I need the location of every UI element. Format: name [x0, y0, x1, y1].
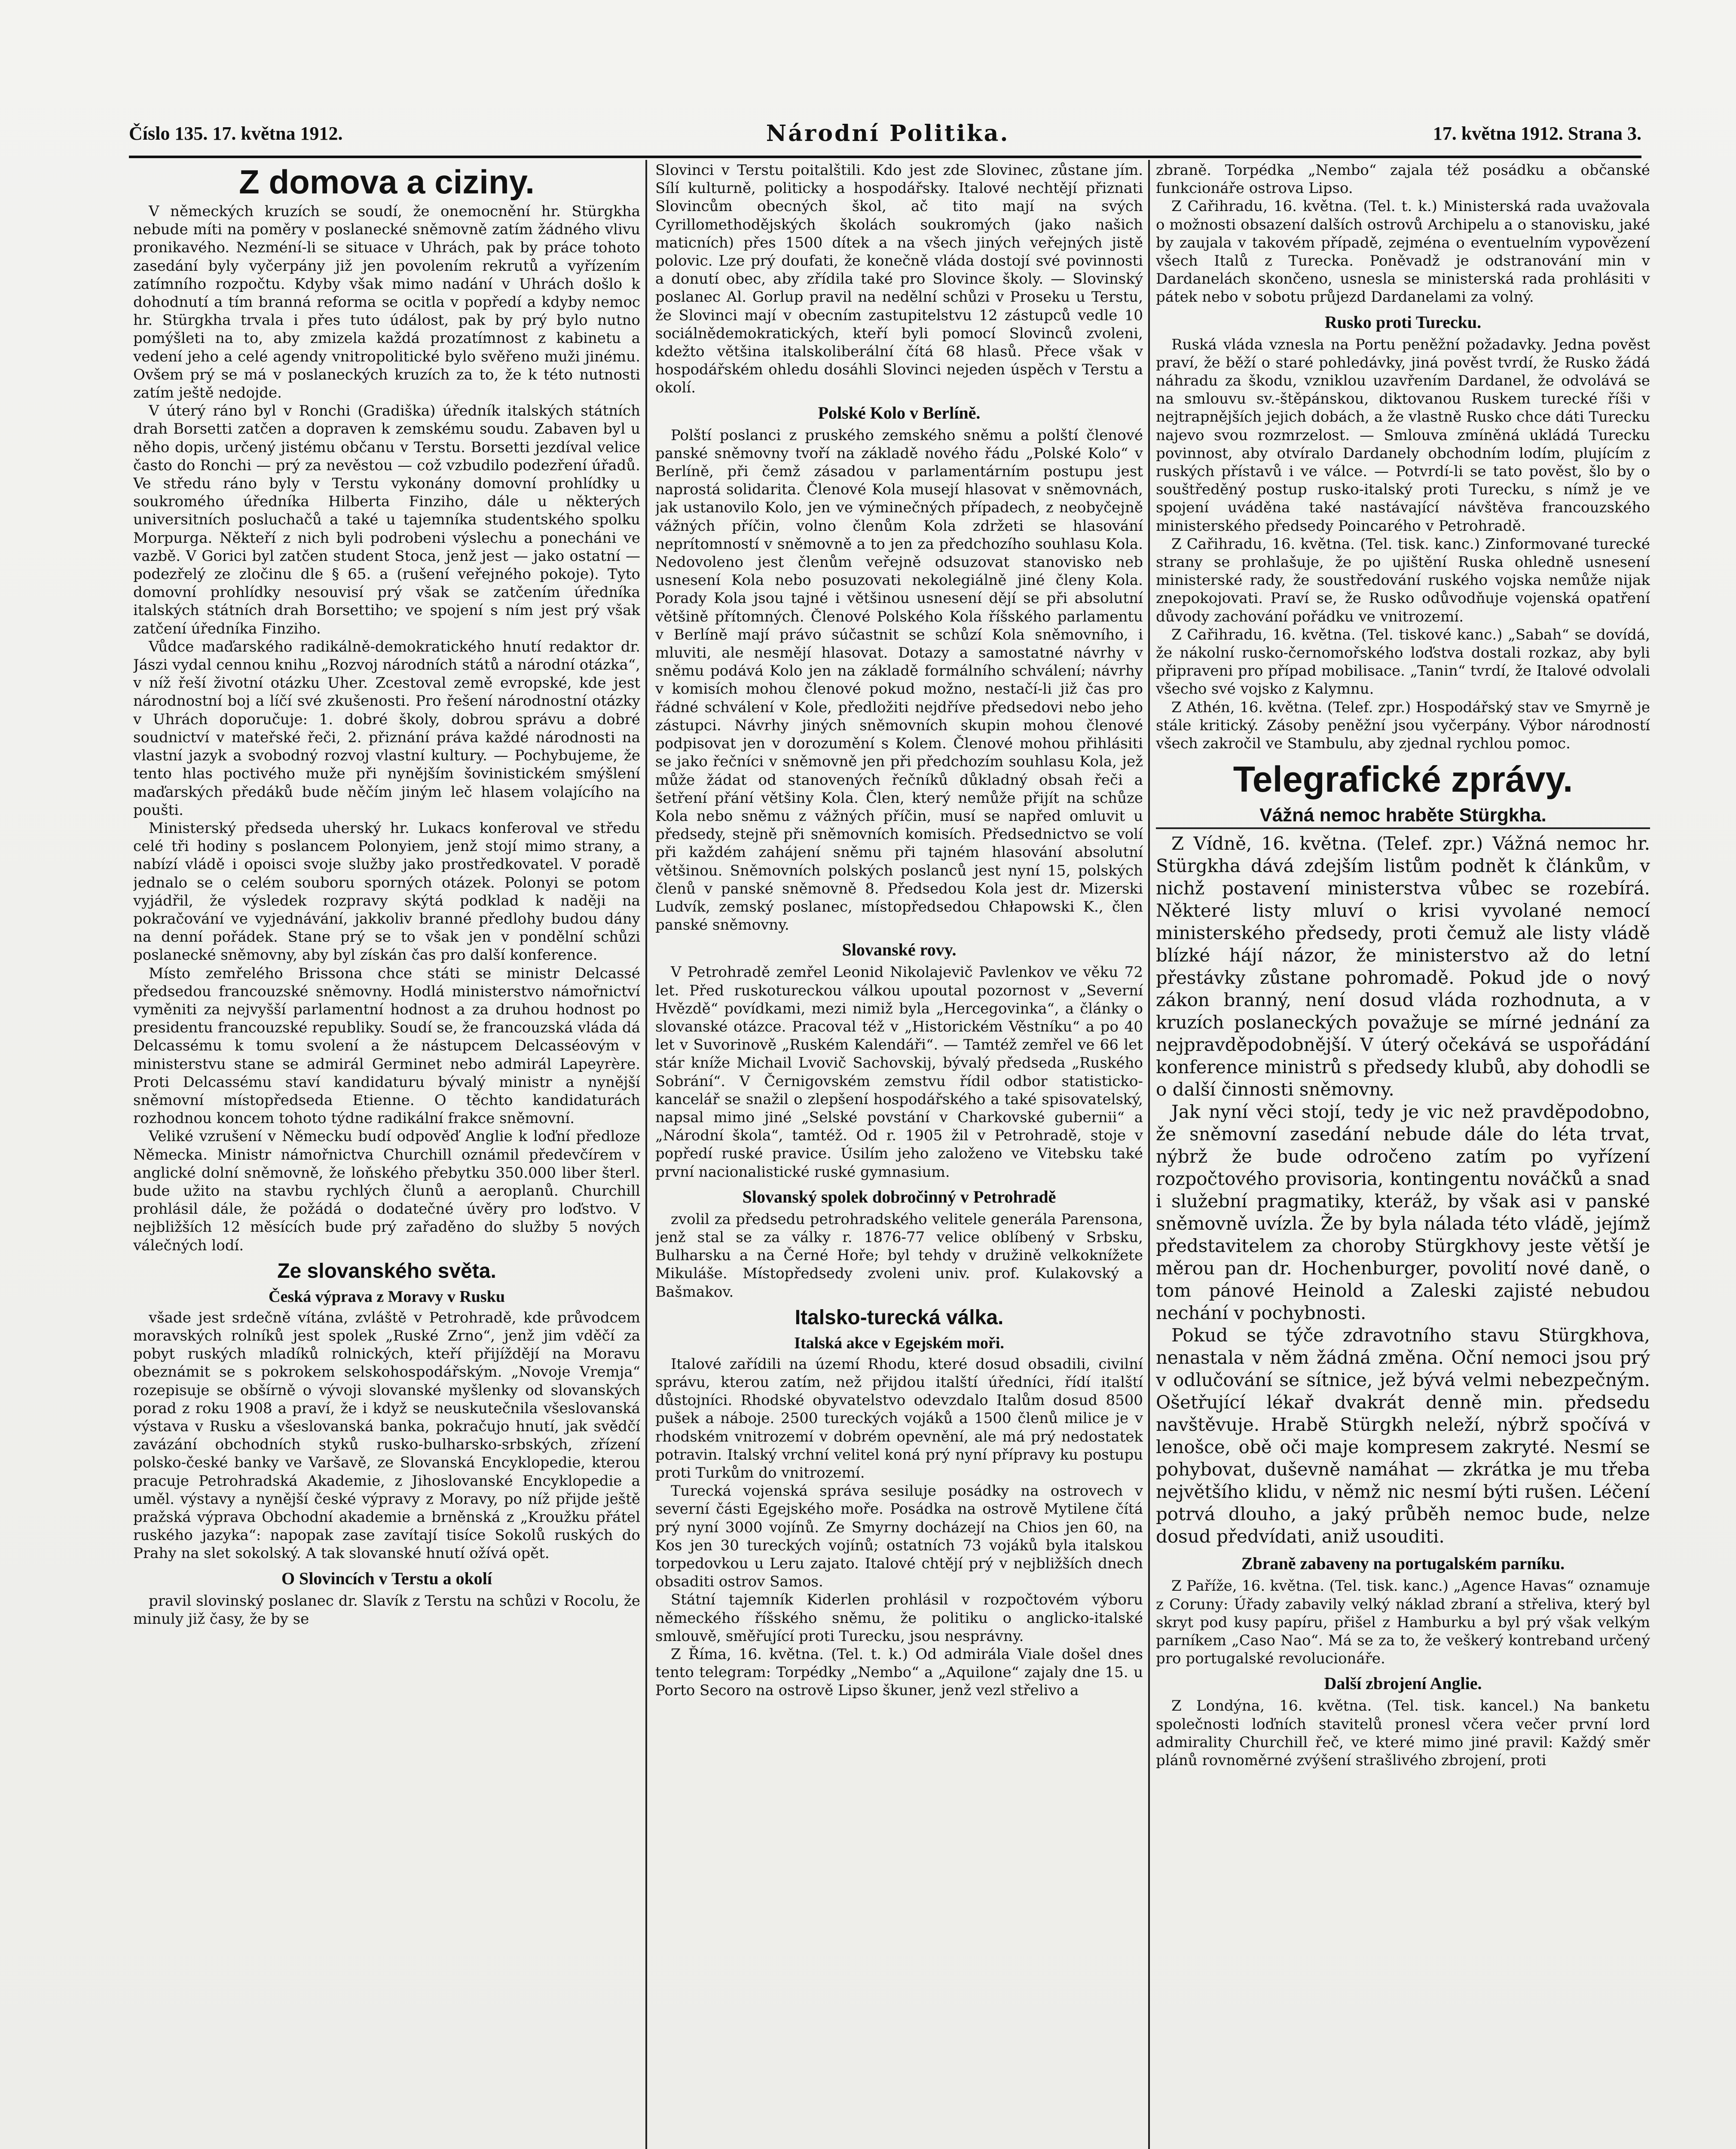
- article-paragraph: Místo zemřelého Brissona chce státi se ministr Delcassé předsedou francouzské sněmovny. Hodlá ministerstvo námořnictví vyměniti za nejvyšší parlamentní hodnost a za druhou hodnost po presidentu francouzské republiky. Soudí se, že francouzská vláda dá Delcassému k tomu svolení a že nástupcem Delcasséovým v ministerstvu stane se admirál Germinet nebo admirál Lapeyrère. Proti Delcassému staví kandidaturu bývalý ministr a nynější sněmovní místopředseda Etienne. O těchto kandidaturách rozhodnou koncem tohoto týdne radikální frakce sněmovní.: [133, 964, 640, 1127]
- article-heading: Rusko proti Turecku.: [1324, 312, 1482, 332]
- section-title: Z domova a ciziny.: [239, 163, 535, 201]
- article-paragraph: V úterý ráno byl v Ronchi (Gradiška) úředník italských státních drah Borsetti zatčen a dopraven k zemskému soudu. Zabaven byl u něho dopis, určený jistému občanu v Terstu. Borsetti jezdíval velice často do Ronchi — prý za nevěstou — což vzbudilo podezření úřadů. Ve středu ráno byly v Terstu vykonány domovní prohlídky u soukromého úředníka Hilberta Finziho, dále u některých universitních posluchačů a také u tajemníka studentského spolku Morpurga. Někteří z nich byli podrobeni výslechu a ponecháni ve vazbě. V Gorici byl zatčen student Stoca, jenž jest — jako ostatní — podezřelý ze zločinu dle § 65. a (rušení veřejného pokoje). Tyto domovní prohlídky nesouvisí prý však se zatčením úředníka italských státních drah Borsettiho; ve spojení s ním jest prý však zatčení úředníka Finziho.: [133, 402, 640, 637]
- article-heading: Italská akce v Egejském moři.: [794, 1334, 1004, 1352]
- article-paragraph: Státní tajemník Kiderlen prohlásil v rozpočtovém výboru německého říšského sněmu, že politiku o anglicko-italské smlouvě, směřující proti Turecku, jsou nesprávny.: [655, 1591, 1143, 1645]
- article-heading: Česká výprava z Moravy v Rusku: [269, 1287, 505, 1306]
- article-paragraph: zbraně. Torpédka „Nembo“ zajala též posádku a občanské funkcionáře ostrova Lipso.: [1156, 162, 1650, 197]
- article-paragraph: V Petrohradě zemřel Leonid Nikolajevič Pavlenkov ve věku 72 let. Před ruskotureckou válkou upoutal pozornost v „Severní Hvězdě“ povídkami, mezi nimiž byla „Hercegovinka“, a články o slovanské otázce. Pracoval též v „Historickém Věstníku“ a po 40 let v Suvorinově „Ruském Kalendáři“. — Tamtéž zemřel ve 66 let stár kníže Michail Lvovič Sachovskij, bývalý předseda „Ruského Sobrání“. V Černigovském zemstvu řídil odbor statisticko-kancelář se snažil o zlepšení hospodářského a také spisovatelský, napsal mimo jiné „Selské povstání v Charkovské gubernii“ a „Národní škola“, tamtéž. Od r. 1905 žil v Petrohradě, stoje v popředí ruské pravice. Úsilím jeho založeno ve Vitebsku také první nacionalistické ruské gymnasium.: [655, 964, 1143, 1181]
- section-title: Telegrafické zprávy.: [1233, 759, 1573, 800]
- column-3: [1156, 161, 1650, 2149]
- newspaper-title: Národní Politika.: [766, 120, 1010, 147]
- article-heading: Polské Kolo v Berlíně.: [818, 403, 981, 422]
- article-paragraph: Z Cařihradu, 16. května. (Tel. tisk. kanc.) Zinformované turecké strany se prohlašuje, že po ujištění Ruska ohledně usnesení ministerské rady, že soustředování ruského vojska nemůže nijak znepokojovati. Praví se, že Rusko odůvodňuje vojenská opatření důvody zachování pořádku ve vnitrozemí.: [1156, 535, 1650, 625]
- article-paragraph: Z Londýna, 16. května. (Tel. tisk. kancel.) Na banketu společnosti loďních stavitelů pronesl včera večer první lord admirality Churchill řeč, ve které mimo jiné pravil: Každý směr plánů rovnoměrné zvýšení strašlivého zbrojení, proti: [1156, 1697, 1650, 1769]
- article-paragraph: zvolil za předsedu petrohradského velitele generála Parensona, jenž stal se za války r. 1876-77 velice oblíbený v Srbsku, Bulharsku a na Černé Hoře; byl tehdy v družině velkoknížete Mikuláše. Místopředsedy zvoleni univ. prof. Kulakovský a Bašmakov.: [655, 1210, 1143, 1301]
- article-paragraph: V německých kruzích se soudí, že onemocnění hr. Stürgkha nebude míti na poměry v poslanecké sněmovně zatím žádného vlivu pronikavého. Nezméní-li se situace v Uhrách, pak by práce tohoto zasedání byly vyčerpány již jen povolením rekrutů a vyřízením zatímního rozpočtu. Kdyby však mimo nadání v Uhrách došlo k dohodnutí a tím branná reforma se ocitla v popředí a kdyby nemoc hr. Stürgkha trvala i přes tuto údálost, pak by prý bylo nutno pomýšleti na to, aby zmizela každá prozatímnost z kabinetu a vedení jeho a celé agendy vnitropolitické bylo svěřeno muži jinému. Ovšem prý se má v poslaneckých kruzích za to, že k této nutnosti zatím ještě nedojde.: [133, 203, 640, 402]
- article-paragraph: Turecká vojenská správa sesiluje posádky na ostrovech v severní části Egejského moře. Posádka na ostrově Mytilene čítá prý nyní 3000 vojínů. Ze Smyrny docházejí na Chios jen 60, na Kos jen 30 tureckých vojínů; ostatních 73 vojáků byla italskou torpedovkou u Leru zajato. Italové chtějí prý v nejbližších dnech obsaditi ostrov Samos.: [655, 1482, 1143, 1591]
- article-heading: O Slovincích v Terstu a okolí: [281, 1568, 492, 1588]
- article-paragraph: Z Cařihradu, 16. května. (Tel. t. k.) Ministerská rada uvažovala o možnosti obsazení dalších ostrovů Archipelu a o stanovisku, jaké by zaujala v takovém případě, zejména o eventuelním vypovězení všech Italů z Turecka. Poněvadž je odstranování min v Dardanelách skončeno, usnesla se ministerská rada prohlásiti v pátek nebo v sobotu průjezd Dardanelami za volný.: [1156, 198, 1650, 306]
- article-paragraph: Slovinci v Terstu poitalštili. Kdo jest zde Slovinec, zůstane jím. Sílí kulturně, politicky a hospodářsky. Italové nechtějí přiznati Slovincům obecných škol, ač tito mají na svých Cyrillomethodějských školách soukromých (jako našich maticních) přes 1500 dítek a na všech jiných veřejných jistě polovic. Lze prý doufati, že konečně vláda dostojí své povinnosti a donutí obec, aby zřídila také pro Slovince školy. — Slovinský poslanec Al. Gorlup pravil na nedělní schůzi v Proseku u Terstu, že Slovinci mají v obecním zastupitelstvu 12 zástupců vedle 10 sociálnědemokratických, kteří byli pomocí Slovinců zvoleni, kdežto většina italskoliberální čítá 68 hlasů. Přece však v hospodářském ohledu dosáhli Slovinci nejeden úspěch v Terstu a okolí.: [655, 162, 1143, 397]
- article-paragraph: Pokud se týče zdravotního stavu Stürgkhova, nenastala v něm žádná změna. Oční nemoci jsou prý v odlučování se sítnice, jež bývá velmi nebezpečným. Ošetřující lékař dvakrát denně min. předsedu navštěvuje. Hrabě Stürgkh neleží, nýbrž spočívá v lenošce, obě oči maje kompresem zakryté. Nesmí se pohybovat, duševně namáhat — zkrátka je mu třeba největšího klidu, v němž nic nesmí býti rušen. Léčení potrvá dlouho, a jaký průběh nemoc bude, nelze dosud předvídati, aniž usouditi.: [1156, 1325, 1650, 1547]
- article-heading: Slovanské rovy.: [842, 940, 957, 960]
- column-2: [655, 161, 1143, 2149]
- article-paragraph: Z Athén, 16. května. (Telef. zpr.) Hospodářský stav ve Smyrně je stále kritický. Zásoby peněžní jsou vyčerpány. Výbor národností všech zakročil ve Stambulu, aby zjednal rychlou pomoc.: [1156, 698, 1650, 753]
- article-paragraph: Vůdce maďarského radikálně-demokratického hnutí redaktor dr. Jászi vydal cennou knihu „Rozvoj národních států a národní otázka“, v níž řeší životní otázku Uher. Zcestoval země evropské, kde jest národnostní boj a líčí své zkušenosti. Pro řešení národnostní otázky v Uhrách doporučuje: 1. dobré školy, dobrou správu a dobré soudnictví v mateřské řeči, 2. přiznání práva každé národnosti na vlastní jazyk a svobodný rozvoj vlastní kultury. — Pochybujeme, že tento hlas poctivého muže při nynějším šovinistickém smýšlení maďarských předáků bude něčím jiným leč hlasem volajícího na poušti.: [133, 638, 640, 819]
- article-paragraph: pravil slovinský poslanec dr. Slavík z Terstu na schůzi v Rocolu, že minuly již časy, že by se: [133, 1592, 640, 1628]
- article-heading: Další zbrojení Anglie.: [1324, 1674, 1482, 1693]
- article-paragraph: Z Cařihradu, 16. května. (Tel. tiskové kanc.) „Sabah“ se dovídá, že nákolní rusko-černomořského loďstva dostali rozkaz, aby byli připraveni pro případ mobilisace. „Tanin“ tvrdí, že Italové odvolali všecho své vojsko z Kalymnu.: [1156, 626, 1650, 698]
- article-paragraph: Italové zařídili na území Rhodu, které dosud obsadili, civilní správu, kterou zatím, než přijdou italští úředníci, řídí italští důstojníci. Rhodské obyvatelstvo odevzdalo Italům dosud 8500 pušek a náboje. 2500 tureckých vojáků a 1500 členů milice je v rhodském vnitrozemí v dobrém opevnění, ale má prý nedostatek potravin. Italský vrchní velitel koná prý nyní přípravy ku postupu proti Turkům do vnitrozemí.: [655, 1355, 1143, 1482]
- masthead: [129, 107, 1641, 159]
- article-paragraph: všade jest srdečně vítána, zvláště v Petrohradě, kde průvodcem moravských rolníků jest spolek „Ruské Zrno“, jenž jim vděčí za pobyt ruských mladíků rolnických, kteří přijíždějí na Moravu obeznámit se s pokrokem selskohospodářským. „Novoje Vremja“ rozepisuje se obšírně o vývoji slovanské myšlenky od slovanských porad z roku 1908 a praví, že i když se neuskutečnila všeslovanská výstava v Rusku a všeslovanská banka, pokračujo hnutí, jak svědčí zavázání obchodních styků rusko-bulharsko-srbských, zřízení polsko-české banky ve Varšavě, ze Slovanská Encyklopedie, kterou pracuje Petrohradská Akademie, z Jihoslovanské Encyklopedie a uměl. výstavy a nynější české výpravy z Moravy, po níž přijde ještě pražská výprava Obchodní akademie a brněnská z „Kroužku přátel ruského jazyka“: napopak zase zavítají tisíce Sokolů ruských do Prahy na slet sokolský. A tak slovanské hnutí ožívá opět.: [133, 1309, 640, 1562]
- article-paragraph: Z Paříže, 16. května. (Tel. tisk. kanc.) „Agence Havas“ oznamuje z Coruny: Úřady zabavily velký náklad zbraní a střeliva, který byl skryt pod kusy papíru, přišel z Hamburku a byl prý však velkým parníkem „Caso Nao“. Má se za to, že veškerý kontreband určený pro portugalské revolucionáře.: [1156, 1577, 1650, 1668]
- header-rule: [129, 156, 1641, 158]
- column-divider: [1148, 160, 1150, 2149]
- article-paragraph: Ruská vláda vznesla na Portu peněžní požadavky. Jedna pověst praví, že běží o staré pohledávky, jiná pověst tvrdí, že Rusko žádá náhradu za škodu, vzniklou uzavřením Dardanel, že odvolává se na smlouvu sv.-štěpánskou, diktovanou Ruskem turecké říši v nejtrapnějších jejich dobách, a že vlastně Rusko chce dáti Turecku najevo svou rozmrzelost. — Smlouva zmíněná ukládá Turecku povinnost, aby otvíralo Dardanely obchodním lodím, plujícím z ruských přístavů i ve válce. — Potvrdí-li se tato pověst, šlo by o souštředěný postup rusko-italský proti Turecku, s nímž je ve spojení uváděna také nastávající návštěva francouzského ministerského předsedy Poincarého v Petrohradě.: [1156, 336, 1650, 535]
- article-heading: Vážná nemoc hraběte Stürgkha.: [1156, 803, 1650, 829]
- article-paragraph: Z Říma, 16. května. (Tel. t. k.) Od admirála Viale došel dnes tento telegram: Torpédky „Nembo“ a „Aquilone“ zajaly dne 15. u Porto Secoro na ostrově Lipso škuner, jenž vezl střelivo a: [655, 1646, 1143, 1699]
- article-paragraph: Ministerský předseda uherský hr. Lukacs konferoval ve středu celé tři hodiny s poslancem Polonyiem, jenž stojí mimo strany, a nabízí vládě i opoisci svoje služby jako prostředkovatel. V poradě jednalo se o celém souboru sporných otázek. Polonyi se potom vyjádřil, že výsledek rozpravy skýtá podklad k naději na pokračování ve vyjednávání, jakkoliv branné předlohy budou dány na denní pořádek. Stane prý se to však jen v pondělní schůzi poslanecké sněmovny, aby byl získán čas pro další konference.: [133, 819, 640, 964]
- section-title: Ze slovanského světa.: [277, 1259, 496, 1283]
- column-1: [133, 161, 640, 2149]
- article-heading: Slovanský spolek dobročinný v Petrohradě: [742, 1187, 1056, 1206]
- article-paragraph: Z Vídně, 16. května. (Telef. zpr.) Vážná nemoc hr. Stürgkha dává zdejším listům podnět k článkům, v nichž postavení ministerstva vůbec se rozebírá. Některé listy mluví o krisi vyvolané nemocí ministerského předsedy, proti čemuž ale listy vládě blízké hájí názor, že ministerstvo až do letní přestávky zůstane pohromadě. Pokud jde o nový zákon branný, není dosud vláda rozhodnuta, a v kruzích poslaneckých považuje se mírné jednání za nejpravděpodobnější. V úterý očekává se uspořádání konference ministrů s předsedy klubů, aby dohodli se o další činnosti sněmovny.: [1156, 833, 1650, 1100]
- article-heading: Zbraně zabaveny na portugalském parníku.: [1241, 1554, 1565, 1573]
- article-paragraph: Jak nyní věci stojí, tedy je vic než pravděpodobno, že sněmovní zasedání nebude dále do léta trvat, nýbrž že bude odročeno zatím po vyřízení rozpočtového provisoria, kontingentu nováčků a snad i služební pragmatiky, kteráž, by však asi v panské sněmovně uvízla. Že by byla nálada této vládě, jejímž představitelem za choroby Stürgkhovy jeste větší je měrou pan dr. Hochenburger, povolití nové daně, o tom pánové Heinold a Zaleski zajisté nebudou nechání v pochybnosti.: [1156, 1101, 1650, 1324]
- article-paragraph: Veliké vzrušení v Německu budí odpověď Anglie k loďní předloze Německa. Ministr námořnictva Churchill oznámil předevčírem v anglické dolní sněmovně, že loňského přebytku 350.000 liber šterl. bude užito na stavbu rychlých člunů a aeroplanů. Churchill prohlásil dále, že požádá o dodatečné úvěry pro loďstvo. V nejbližších 12 měsících bude prý zařaděno do služby 5 nových válečných lodí.: [133, 1128, 640, 1254]
- column-divider: [645, 160, 647, 2149]
- article-paragraph: Polští poslanci z pruského zemského sněmu a polští členové panské sněmovny tvoří na základě nového řádu „Polské Kolo“ v Berlíně, při čemž zásadou v parlamentárním postupu jest naprostá solidarita. Členové Kola musejí hlasovat v sněmovnách, jak ustanovilo Kolo, jen ve výminečných případech, z neobyčejně vážných příčin, volno členům Kola zdržeti se hlasování neprítomností v sněmovně a to jen za předchozího souhlasu Kola. Nedovoleno jest členům veřejně odsuzovat stanovisko neb usnesení Kola nebo posuzovati nekolegiálně jiné členy Kola. Porady Kola jsou tajné i většinou usnesení dějí se při absolutní většině přítomných. Členové Polského Kola říšského parlamentu v Berlíně mají právo súčastnit se schůzí Kola sněmovního, i mluviti, ale nesmějí hlasovat. Dotazy a samostatné návrhy v sněmu podává Kolo jen na základě formálního schválení; návrhy v komisích mohou členové pokud možno, nestačí-li již čas pro řádné schválení v Kole, předložiti nejdříve předsedovi nebo jeho zástupci. Návrhy jiných sněmovních skupin mohou členové podpisovat jen v dorozumění s Kolem. Členové mohou přihlásiti se jako řečníci v sněmovně jen při předchozím souhlasu Kola, jež může žádat od stanovených řečníků důkladný obsah řeči a šetření přání většiny Kola. Člen, který nemůže přijít na schůze Kola nebo sněmu z vážných příčin, musí se napřed omluvit u předsedy, stejně při sněmovních komisích. Předsednictvo se volí při každém zahájení sněmu při tajném hlasování absolutní většinou. Sněmovních polských poslanců jest nyní 15, polských členů v panské sněmovně 8. Předsedou Kola jest dr. Mizerski Ludvík, zemský poslanec, místopředsedou Chłapowski K., člen panské sněmovny.: [655, 426, 1143, 934]
- page-number: 17. května 1912. Strana 3.: [1433, 122, 1641, 144]
- issue-number: Číslo 135. 17. května 1912.: [129, 122, 343, 144]
- section-title: Italsko-turecká válka.: [795, 1306, 1004, 1329]
